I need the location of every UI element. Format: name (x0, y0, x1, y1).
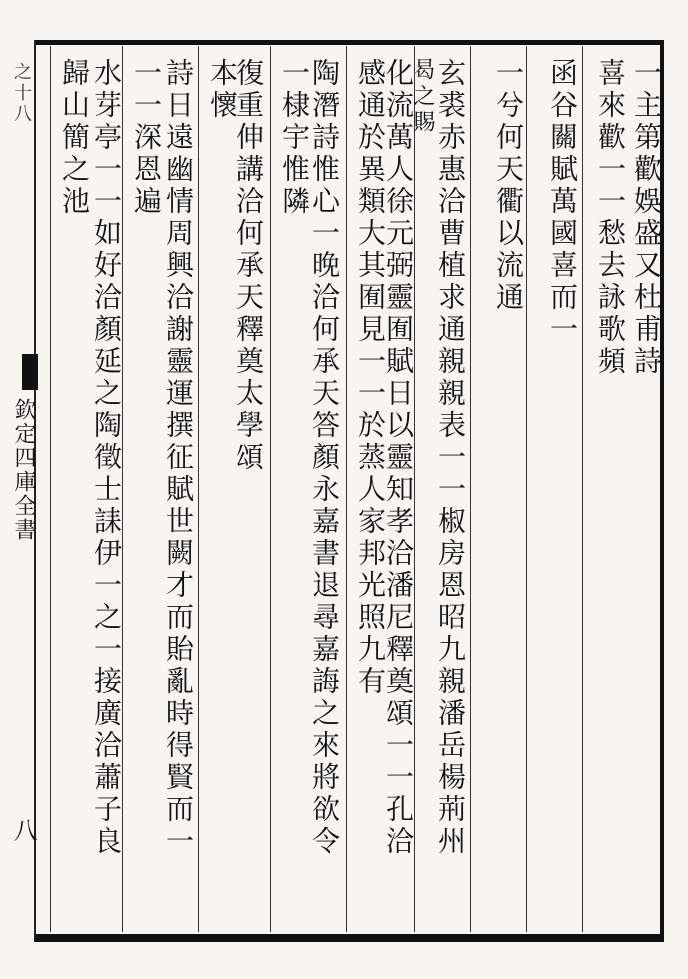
page-number: 八 (9, 818, 37, 842)
text-column: 一一深恩遍 (130, 58, 163, 218)
margin-volume-label: 之十八 (11, 62, 32, 125)
text-column: 函谷關賦萬國喜而一 (546, 58, 579, 346)
text-column: 喜來歡一一愁去詠歌頻 (594, 58, 627, 378)
fishtail-mark (22, 354, 38, 390)
text-column: 曷之賜 (410, 58, 435, 136)
column-rule (346, 46, 347, 932)
text-column: 一兮何天衢以流通 (492, 58, 525, 314)
frame-bottom-border (34, 934, 664, 942)
text-column: 本懷 (206, 58, 239, 122)
text-column: 一主第歡娛盛又杜甫詩 (630, 58, 663, 378)
text-column: 水芽亭一一如好洽顏延之陶徵士誄伊一之一接廣洽蕭子良 (90, 58, 123, 858)
text-column: 詩日遠幽情周興洽謝靈運撰征賦世闕才而貽亂時得賢而一 (162, 58, 195, 858)
text-column: 陶潛詩惟心一晚洽何承天答顏永嘉書退尋嘉誨之來將欲令 (308, 58, 341, 858)
text-column: 復重伸講洽何承天釋奠太學頌 (232, 58, 265, 474)
page-margin (2, 58, 37, 928)
text-column: 一棣宇惟隣 (278, 58, 311, 218)
column-rule (50, 46, 51, 932)
text-column: 玄裘赤惠洽曹植求通親親表一一椒房恩昭九親潘岳楊荊州 (434, 58, 467, 858)
text-column: 化流萬人徐元弼靈囿賦日以靈知孝洽潘尼釋奠頌一一孔洽 (382, 58, 415, 858)
text-column: 感通於異類大其囿見一一於蒸人家邦光照九有 (354, 58, 387, 698)
column-rule (270, 46, 271, 932)
frame-top-border (34, 40, 664, 45)
text-column: 歸山簡之池 (58, 58, 91, 218)
margin-book-title: 欽定四庫全書 (11, 398, 36, 542)
